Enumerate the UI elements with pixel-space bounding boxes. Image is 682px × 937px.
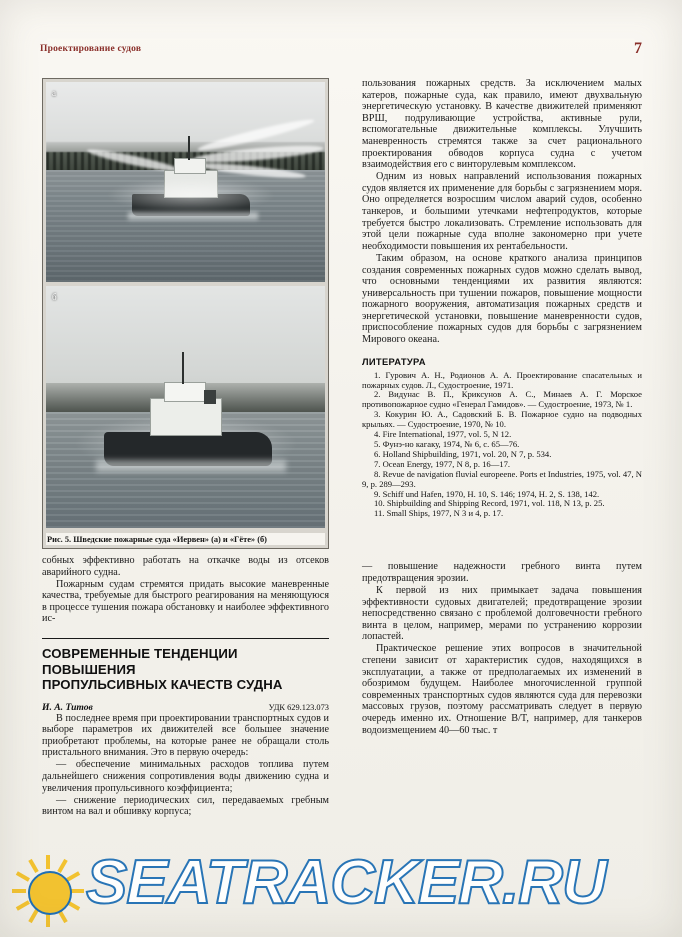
ship-funnel <box>204 390 216 404</box>
photo-b-fireboat-gote <box>46 286 325 528</box>
reference-item: 9. Schiff und Hafen, 1970, H. 10, S. 146; 1974, H. 2, S. 138, 142. <box>374 488 600 499</box>
reference-item: 1. Гурович А. Н., Родионов А. А. Проектирование спасательных и пожарных судов. Л., Судостроение, 1971. <box>362 369 642 390</box>
article-title-line-1: СОВРЕМЕННЫЕ ТЕНДЕНЦИИ ПОВЫШЕНИЯ <box>42 646 238 677</box>
ship-bridge <box>174 158 206 174</box>
section-divider <box>42 638 329 639</box>
reference-item: 2. Видунас В. П., Криксунов А. С., Минаев А. Г. Морское противопожарное судно «Генерал Гамидов». — Судостроение, 1973, № 1. <box>362 389 642 410</box>
paragraph: пользования пожарных средств. За исключением малых катеров, пожарные суда, как правило, имеют двухвальную энергетическую установку. В качестве движителей применяют ВРШ, подруливающие устройства, активные рули, вспомогательные движительные комплексы. Улучшить маневренность стремятся также за счет рационального проектирования обводов корпуса судна с учетом взаимодействия его с винторулевым комплексом. <box>362 78 642 171</box>
paragraph: — обеспечение минимальных расходов топлива путем дальнейшего снижения сопротивления воды движению судна и увеличения пропульсивного коэффициента; <box>42 759 329 794</box>
reference-item: 10. Shipbuilding and Shipping Record, 1971, vol. 118, N 13, p. 25. <box>374 498 605 509</box>
reference-item: 8. Revue de navigation fluvial europeene. Ports et Industries, 1975, vol. 47, N 9, p. 289—293. <box>362 468 642 489</box>
reference-item: 11. Small Ships, 1977, N 3 и 4, p. 17. <box>374 508 504 519</box>
ship-bridge <box>164 382 206 402</box>
reference-item: 4. Fire International, 1977, vol. 5, N 12. <box>374 429 512 440</box>
paragraph: — повышение надежности гребного винта путем предотвращения эрозии. <box>362 561 642 584</box>
reference-item: 7. Ocean Energy, 1977, N 8, p. 16—17. <box>374 458 511 469</box>
byline-row <box>42 702 329 713</box>
watermark-text: SEATRACKER.RU <box>86 848 606 917</box>
paragraph: Практическое решение этих вопросов в значительной степени зависит от характеристик судов, находящихся в эксплуатации, а также от предполагаемых их изменений в обозримом будущем. Наиболее многочисленной группой современных транспортных судов являются суда для перевозки массовых грузов, поэтому рассматривать следует в первую очередь именно их. Отношение B/T, например, для танкеров водоизмещением 40—60 тыс. т <box>362 643 642 736</box>
photo-label-b: б <box>52 292 57 302</box>
ship-hull <box>104 432 272 466</box>
article-author: И. А. Титов <box>42 701 93 713</box>
paragraph: Таким образом, на основе краткого анализа принципов создания современных пожарных судов можно сделать вывод, что основными тенденциями их развития являются: универсальность при тушении пожаров, повышение мощности пожарного вооружения, автоматизация пожарных средств и энергетической установки, повышение маневренности судов, приспособление пожарных судов для борьбы с загрязнением Мирового океана. <box>362 252 642 346</box>
paragraph: — снижение периодических сил, передаваемых гребным винтом на вал и обшивку корпуса; <box>42 794 329 818</box>
ship-mast <box>182 352 184 384</box>
paragraph: собных эффективно работать на откачке воды из отсеков аварийного судна. <box>42 555 329 578</box>
paragraph: В последнее время при проектировании транспортных судов и выборе параметров их движителей все большее значение приобретают проблемы, на которые ранее не обращали столь пристального внимания. Это в первую очередь: <box>42 712 329 759</box>
photo-a-fireboat-jerven <box>46 82 325 282</box>
paragraph: К первой из них примыкает задача повышения эффективности судовых двигателей; предотвращение эрозии непосредственно связано с проблемой долговечности гребного винта в целом, например, мерами по устранению коррозии лопастей. <box>362 584 642 643</box>
references-title: ЛИТЕРАТУРА <box>362 355 426 367</box>
page-number: 7 <box>634 40 642 57</box>
ship-mast <box>188 136 190 160</box>
photo-label-a: а <box>52 88 56 98</box>
article-title-line-2: ПРОПУЛЬСИВНЫХ КАЧЕСТВ СУДНА <box>42 677 283 693</box>
reference-item: 5. Фунэ-но кагаку, 1974, № 6, с. 65—76. <box>374 439 520 449</box>
right-column <box>362 78 642 737</box>
figure-caption: Рис. 5. Шведские пожарные суда «Иервен» (а) и «Гёте» (б) <box>46 533 325 545</box>
udc-code: УДК 629.123.073 <box>268 702 329 712</box>
running-head: Проектирование судов <box>40 44 142 54</box>
figure-5 <box>42 78 329 549</box>
left-column <box>42 78 329 818</box>
water-spray <box>106 178 276 212</box>
paragraph: Одним из новых направлений использования пожарных судов является их применение для борьбы с загрязнением моря. Оно определяется возросшим числом аварий судов, особенно танкеров, и большими утечками нефтепродуктов, которые требуется быстро локализовать. Стремление использовать для этой цели пожарные суда вполне закономерно при учете необходимости повышения их рентабельности. <box>362 171 642 252</box>
paragraph: Пожарным судам стремятся придать высокие маневренные качества, требуемые для быстрого реагирования на меняющуюся в процессе тушения пожара обстановку и наиболее эффективного ис- <box>42 578 329 625</box>
reference-item: 3. Кокурин Ю. А., Садовский Б. В. Пожарное судно на подводных крыльях. — Судостроение, 1970, № 10. <box>362 409 642 430</box>
article-title <box>42 646 329 693</box>
reference-item: 6. Holland Shipbuilding, 1971, vol. 20, N 7, p. 534. <box>374 448 552 459</box>
